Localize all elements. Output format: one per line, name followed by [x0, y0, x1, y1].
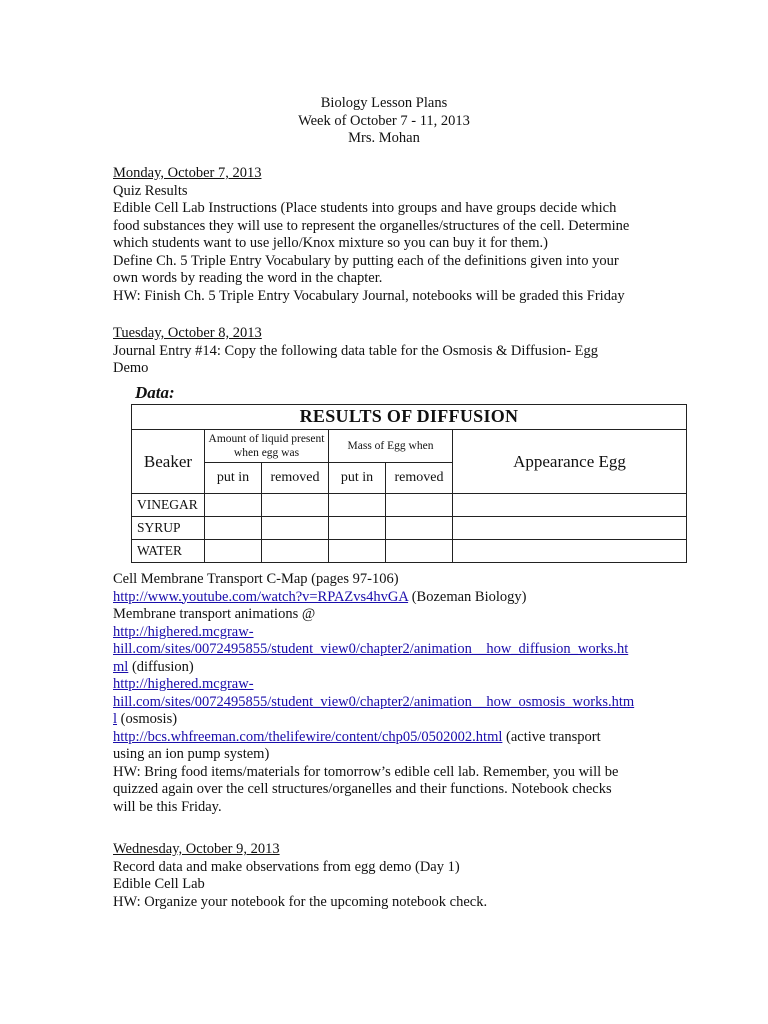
tuesday-resources	[113, 571, 658, 816]
empty-cell	[453, 494, 687, 517]
empty-cell	[386, 494, 453, 517]
diffusion-data-image	[131, 384, 691, 563]
wednesday-line: Edible Cell Lab	[113, 876, 205, 892]
empty-cell	[205, 517, 262, 540]
wednesday-line: HW: Organize your notebook for the upcoming notebook check.	[113, 893, 488, 910]
row-label: SYRUP	[132, 517, 205, 540]
wednesday-heading: Wednesday, October 9, 2013	[113, 841, 280, 857]
table-title: RESULTS OF DIFFUSION	[132, 405, 687, 430]
osmosis-link[interactable]: hill.com/sites/0072495855/student_view0/chapter2/animation__how_osmosis_works.htm	[113, 693, 635, 710]
tuesday-hw-line: quizzed again over the cell structures/organelles and their functions. Notebook checks	[113, 781, 612, 797]
active-note: (active transport	[502, 728, 601, 745]
youtube-note: (Bozeman Biology)	[408, 588, 527, 605]
diffusion-link[interactable]: ml	[113, 658, 129, 675]
beaker-header: Beaker	[132, 430, 205, 494]
row-label: WATER	[132, 540, 205, 563]
diffusion-link-line	[113, 624, 658, 642]
monday-line: Define Ch. 5 Triple Entry Vocabulary by putting each of the definitions given into your	[113, 252, 619, 269]
osmosis-link-line	[113, 711, 658, 729]
osmosis-link[interactable]: l	[113, 711, 118, 727]
diffusion-link-line	[113, 659, 658, 677]
monday-line: which students want to use jello/Knox mixture so you can buy it for them.)	[113, 235, 548, 251]
osmosis-link[interactable]: http://highered.mcgraw-	[113, 676, 254, 692]
removed-header: removed	[262, 463, 329, 494]
diffusion-link-line	[113, 641, 658, 659]
empty-cell	[329, 517, 386, 540]
tuesday-section	[113, 325, 658, 378]
tuesday-heading: Tuesday, October 8, 2013	[113, 325, 262, 341]
journal-entry-line: Journal Entry #14: Copy the following data table for the Osmosis & Diffusion- Egg	[113, 342, 599, 359]
monday-line: Edible Cell Lab Instructions (Place students into groups and have groups decide which	[113, 200, 617, 216]
animations-intro: Membrane transport animations @	[113, 606, 316, 622]
put-in-header: put in	[205, 463, 262, 494]
empty-cell	[453, 540, 687, 563]
document-header	[0, 95, 768, 148]
osmosis-note: (osmosis)	[117, 711, 178, 727]
diffusion-table	[131, 404, 687, 563]
journal-entry-line: Demo	[113, 360, 149, 376]
youtube-line	[113, 589, 658, 607]
removed-header: removed	[386, 463, 453, 494]
monday-line: own words by reading the word in the chapter.	[113, 270, 383, 286]
tuesday-hw-line: HW: Bring food items/materials for tomorrow’s edible cell lab. Remember, you will be	[113, 763, 619, 780]
empty-cell	[205, 540, 262, 563]
doc-title: Biology Lesson Plans	[320, 95, 448, 111]
row-label: VINEGAR	[132, 494, 205, 517]
monday-section	[113, 165, 658, 305]
monday-line: food substances they will use to represent the organelles/structures of the cell. Determine	[113, 217, 630, 234]
table-row	[132, 517, 687, 540]
table-row	[132, 540, 687, 563]
empty-cell	[262, 517, 329, 540]
doc-teacher: Mrs. Mohan	[348, 130, 420, 146]
monday-line: HW: Finish Ch. 5 Triple Entry Vocabulary Journal, notebooks will be graded this Friday	[113, 287, 625, 304]
monday-line: Quiz Results	[113, 182, 188, 199]
active-link-line	[113, 729, 658, 747]
doc-week: Week of October 7 - 11, 2013	[298, 112, 470, 129]
youtube-link[interactable]: http://www.youtube.com/watch?v=RPAZvs4hvGA	[113, 588, 409, 605]
data-label: Data:	[135, 383, 175, 402]
osmosis-link-line	[113, 676, 658, 694]
diffusion-link[interactable]: http://highered.mcgraw-	[113, 623, 254, 640]
active-transport-link[interactable]: http://bcs.whfreeman.com/thelifewire/content/chp05/0502002.html	[113, 728, 503, 745]
diffusion-link[interactable]: hill.com/sites/0072495855/student_view0/chapter2/animation__how_diffusion_works.ht	[113, 641, 629, 657]
empty-cell	[453, 517, 687, 540]
empty-cell	[329, 494, 386, 517]
cmap-line: Cell Membrane Transport C-Map (pages 97-106)	[113, 571, 399, 587]
empty-cell	[329, 540, 386, 563]
table-row	[132, 494, 687, 517]
monday-heading: Monday, October 7, 2013	[113, 165, 262, 181]
put-in-header: put in	[329, 463, 386, 494]
active-note-line: using an ion pump system)	[113, 746, 270, 762]
appearance-header: Appearance Egg	[453, 430, 687, 494]
wednesday-section	[113, 841, 658, 911]
tuesday-hw-line: will be this Friday.	[113, 798, 222, 815]
empty-cell	[386, 540, 453, 563]
empty-cell	[262, 540, 329, 563]
empty-cell	[262, 494, 329, 517]
liquid-header: Amount of liquid present when egg was	[205, 430, 329, 463]
osmosis-link-line	[113, 694, 658, 712]
diffusion-note: (diffusion)	[128, 658, 194, 675]
wednesday-line: Record data and make observations from egg demo (Day 1)	[113, 858, 460, 875]
empty-cell	[205, 494, 262, 517]
empty-cell	[386, 517, 453, 540]
mass-header: Mass of Egg when	[329, 430, 453, 463]
